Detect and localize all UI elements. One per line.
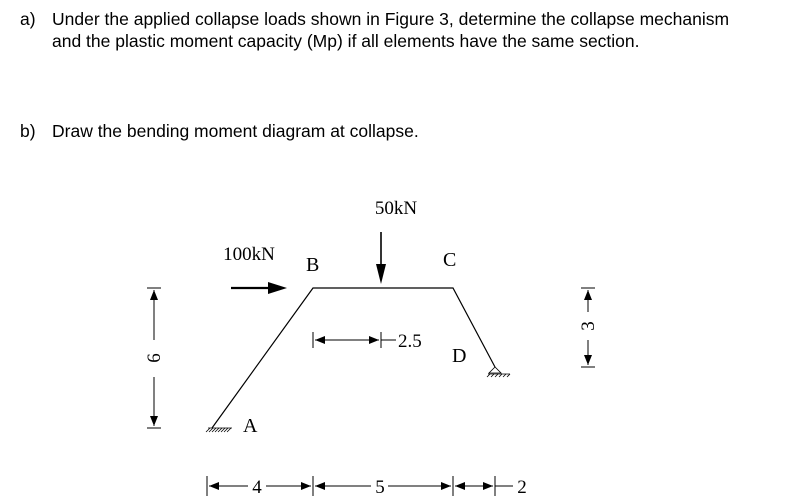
dimension-offset: [313, 332, 396, 348]
dimension-offset-label: 2.5: [398, 331, 422, 352]
load-vertical-arrow: [376, 232, 386, 284]
dimension-span-1-label: 4: [252, 477, 262, 498]
node-label-b: B: [306, 254, 320, 276]
load-horizontal-label: 100kN: [223, 244, 275, 265]
node-label-d: D: [452, 345, 467, 367]
question-a-text: Under the applied collapse loads shown in Figure 3, determine the collapse mechanism and the plastic moment capacity (Mp) if all elements have the same section.: [52, 9, 730, 51]
dimension-span-2-label: 5: [375, 477, 385, 498]
support-d: [487, 367, 510, 377]
load-vertical-label: 50kN: [374, 198, 418, 219]
node-label-a: A: [243, 415, 258, 437]
support-a: [206, 428, 232, 432]
dimension-right-height-label: 3: [578, 321, 599, 331]
question-b-text: Draw the bending moment diagram at collapse.: [52, 121, 419, 141]
question-a-label: a): [20, 9, 36, 29]
load-horizontal-arrow: [231, 282, 287, 294]
dimension-left-height-label: 6: [144, 353, 165, 363]
node-label-c: C: [443, 249, 457, 271]
dimension-span-3-label: 2: [517, 477, 527, 498]
question-b-label: b): [20, 121, 36, 141]
